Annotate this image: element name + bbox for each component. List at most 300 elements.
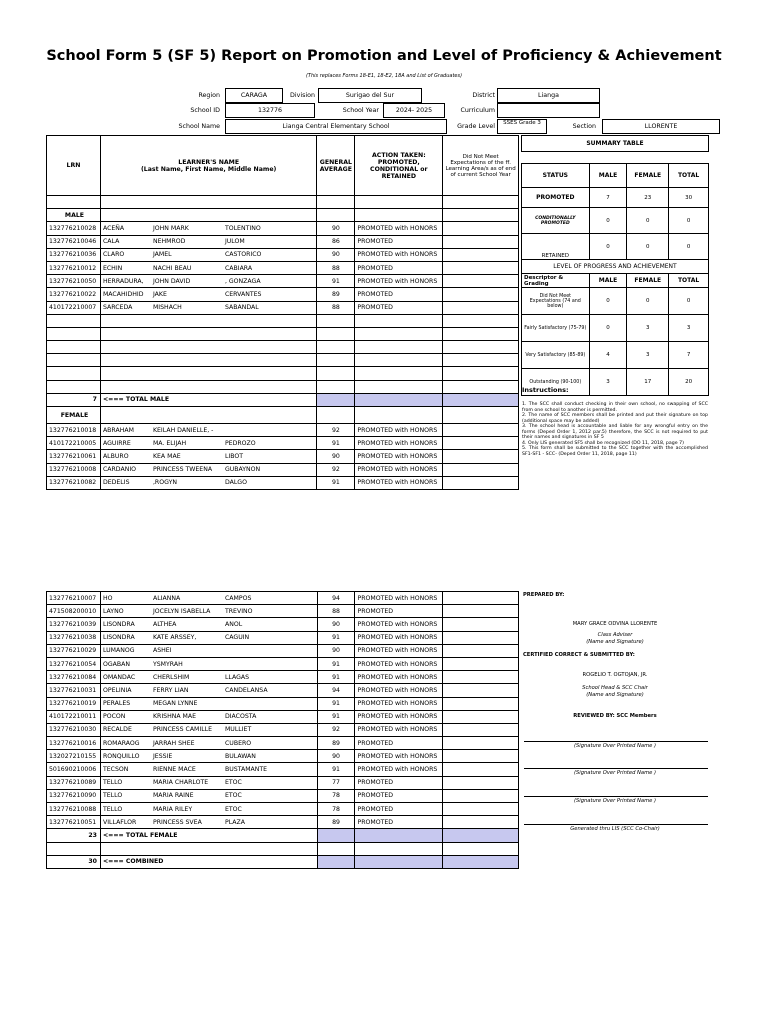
middle-name: DALGO [224,479,247,487]
last-name: PERALES [102,700,131,708]
district-label: District [472,92,495,99]
general-average-cell: 89 [317,737,355,750]
female-cell: 23 [627,188,669,208]
not-met-cell [443,776,519,789]
not-met-cell [443,803,519,816]
status-cell: PROMOTED [522,188,590,208]
general-average-cell: 91 [317,671,355,684]
level-male-cell: 3 [589,369,627,396]
last-name: LAYNO [102,607,124,615]
level-female-header: FEMALE [627,274,669,288]
level-row [522,288,709,315]
level-row [522,315,709,342]
last-name: OPELINIA [102,686,132,694]
last-name: RECALDE [102,726,132,734]
instruction-item: 4. Only LIS generated SF5 shall be recognized (DO 11, 2018, page 7) [522,440,684,446]
signature-line-4[interactable] [524,824,708,825]
not-met-header: Did Not Meet Expectations of the ff. Learning Area/s as of end of current School Year [443,136,519,196]
action-cell: PROMOTED with HONORS [355,710,443,723]
action-cell: PROMOTED with HONORS [355,222,443,235]
middle-name: DIACOSTA [224,713,257,721]
summary-row [522,208,709,234]
first-name: JESSIE [152,752,173,760]
action-cell: PROMOTED with HONORS [355,424,443,437]
last-name: RONQUILLO [102,752,140,760]
not-met-cell [443,275,519,288]
first-name: JOHN MARK [152,224,189,232]
action-cell: PROMOTED [355,235,443,248]
instruction-item: 3. The school head is accountable and liable for any wrongful entry on the forms (Deped Order 1, 2012 par.5) therefore, the SCC is not required to put their names and signatures in SF 5 [522,424,708,440]
school-year-label: School Year [342,107,379,114]
level-male-header: MALE [589,274,627,288]
region-field[interactable]: CARAGA [225,88,283,103]
last-name: OGABAN [102,660,130,668]
first-name: ,ROGYN [152,479,177,487]
first-name: MARIA CHARLOTE [152,779,209,787]
last-name: VILLAFLOR [102,818,137,826]
region-label: Region [198,92,220,99]
level-female-cell: 3 [627,315,669,342]
general-average-cell: 90 [317,644,355,657]
middle-name: TOLENTINO [224,224,261,232]
general-average-cell: 94 [317,592,355,605]
first-name: MARIA RILEY [152,805,193,813]
table-row [47,776,519,789]
name-cell [100,671,317,684]
table-row [47,750,519,763]
general-average-cell: 90 [317,750,355,763]
table-row [47,463,519,476]
middle-name: LLAGAS [224,673,250,681]
last-name: LISONDRA [102,620,135,628]
middle-name: ETOC [224,779,242,787]
grade-level-label: Grade Level [457,123,495,130]
name-cell [100,476,316,489]
action-cell: PROMOTED with HONORS [355,750,443,763]
first-name: ALIANNA [152,594,181,602]
signature-line-3[interactable] [524,796,708,797]
total-cell: 0 [669,208,709,234]
division-field[interactable]: Surigao del Sur [318,88,422,103]
not-met-cell [443,750,519,763]
not-met-cell [443,424,519,437]
middle-name: BUSTAMANTE [224,766,268,774]
table-header-row [47,136,519,196]
action-cell: PROMOTED [355,803,443,816]
general-average-cell: 92 [317,723,355,736]
combined-row [47,855,519,868]
general-average-cell: 91 [317,657,355,670]
table-row [47,424,519,437]
combined-count: 30 [47,855,101,868]
curriculum-label: Curriculum [460,107,495,114]
school-name-label: School Name [178,123,220,130]
middle-name: TREVINO [224,607,253,615]
total-female-count: 23 [47,829,101,842]
table-row [47,605,519,618]
action-cell: PROMOTED with HONORS [355,697,443,710]
table-row [47,697,519,710]
middle-name: CUBERO [224,739,252,747]
not-met-cell [443,789,519,802]
total-male-label: <=== TOTAL MALE [100,393,316,406]
lrn-cell: 132776210054 [47,657,101,670]
lrn-cell: 132776210029 [47,644,101,657]
name-cell [100,222,316,235]
adviser-name: MARY GRACE ODVINA LLORENTE [572,621,658,627]
total-female-label: <=== TOTAL FEMALE [100,829,317,842]
general-average-header: GENERAL AVERAGE [317,136,355,196]
last-name: ALBURO [102,452,129,460]
district-field[interactable]: Lianga [497,88,600,103]
status-cell: CONDITIONALLY PROMOTED [522,208,590,234]
not-met-cell [443,710,519,723]
name-header: LEARNER'S NAME (Last Name, First Name, Middle Name) [100,136,316,196]
action-cell: PROMOTED [355,261,443,274]
last-name: ABRAHAM [102,426,134,434]
first-name: MISHACH [152,304,182,312]
general-average-cell: 77 [317,776,355,789]
table-row [47,803,519,816]
last-name: TECSON [102,766,129,774]
name-cell [100,816,317,829]
table-row [47,288,519,301]
grade-level-field[interactable]: SSES Grade 3 [497,119,547,134]
female-header: FEMALE [627,164,669,188]
general-average-cell: 94 [317,684,355,697]
last-name: CLARO [102,251,125,259]
table-row [47,644,519,657]
general-average-cell: 78 [317,803,355,816]
middle-name: CANDELANSA [224,686,268,694]
not-met-cell [443,684,519,697]
first-name: ASHEI [152,647,172,655]
first-name: JAMEL [152,251,172,259]
middle-name: CABIARA [224,264,253,272]
name-cell [100,618,317,631]
name-cell [100,710,317,723]
instruction-item: 5. This form shall be submitted to the SCC together with the accomplished SF1-SF1 - SCC- (Deped Order 11, 2018, page 11) [522,446,708,457]
status-cell: RETAINED [522,234,590,260]
last-name: ACEÑA [102,224,125,232]
first-name: NACHI BEAU [152,264,192,272]
female-cell: 0 [627,208,669,234]
last-name: DEDELIS [102,479,130,487]
lrn-cell: 132776210061 [47,450,101,463]
level-total-cell: 0 [669,288,709,315]
table-row [47,789,519,802]
not-met-cell [443,618,519,631]
general-average-cell: 91 [317,437,355,450]
general-average-cell: 86 [317,235,355,248]
female-cell: 0 [627,234,669,260]
name-cell [100,605,317,618]
school-year-field[interactable]: 2024- 2025 [383,103,445,118]
table-row [47,592,519,605]
name-cell [100,644,317,657]
section-label: Section [572,123,596,130]
first-name: RIENNE MACE [152,766,196,774]
name-cell [100,450,316,463]
school-id-label: School ID [190,107,220,114]
first-name: ALTHEA [152,620,177,628]
table-row [47,301,519,314]
descriptor-cell: Did Not Meet Expectations (74 and below) [522,288,590,315]
action-cell: PROMOTED with HONORS [355,644,443,657]
not-met-cell [443,631,519,644]
not-met-cell [443,222,519,235]
lrn-cell: 132776210046 [47,235,101,248]
general-average-cell: 91 [317,275,355,288]
name-cell [100,275,316,288]
level-male-cell: 4 [589,342,627,369]
school-name-field[interactable]: Lianga Central Elementary School [225,119,447,134]
not-met-cell [443,605,519,618]
lrn-cell: 132776210030 [47,723,101,736]
general-average-cell: 91 [317,697,355,710]
level-female-cell: 0 [627,288,669,315]
lrn-cell: 132776210084 [47,671,101,684]
last-name: CARDANIO [102,466,137,474]
not-met-cell [443,437,519,450]
instruction-item: 2. The name of SCC members shall be printed and put their signature on top (additional space may be added) [522,413,708,424]
table-row [47,476,519,489]
not-met-cell [443,288,519,301]
total-female-row [47,829,519,842]
middle-name: MULLIET [224,726,252,734]
lrn-cell: 132776210007 [47,592,101,605]
first-name: NEHMROD [152,238,186,246]
middle-name: SABANDAL [224,304,259,312]
name-cell [100,463,316,476]
name-cell [100,789,317,802]
form-subtitle: (This replaces Forms 18-E1, 18-E2, 18A and List of Graduates) [305,73,463,79]
lrn-cell: 132776210038 [47,631,101,644]
middle-name: CASTORICO [224,251,262,259]
level-total-cell: 20 [669,369,709,396]
lrn-cell: 132776210031 [47,684,101,697]
action-cell: PROMOTED with HONORS [355,248,443,261]
table-row [47,710,519,723]
summary-row [522,234,709,260]
signature-3: (Signature Over Printed Name ) [573,798,657,804]
last-name: MACAHIDHID [102,290,144,298]
general-average-cell: 89 [317,288,355,301]
instruction-item: 1. The SCC shall conduct checking in their own school, no swapping of SCC from one school to another is permitted. [522,402,708,413]
generated-note: Generated thru LIS (SCC Co-Chair) [570,826,660,832]
middle-name: CAGUIN [224,634,250,642]
action-cell: PROMOTED [355,737,443,750]
instructions [522,386,708,457]
not-met-cell [443,671,519,684]
table-row [47,618,519,631]
last-name: TELLO [102,792,123,800]
instructions-title: Instructions: [522,386,569,394]
school-id-field[interactable]: 132776 [225,103,315,118]
name-cell [100,288,316,301]
male-label: MALE [47,209,101,222]
first-name: MEGAN LYNNE [152,700,198,708]
general-average-cell: 92 [317,463,355,476]
table-row [47,222,519,235]
last-name: AGUIRRE [102,439,131,447]
action-cell: PROMOTED with HONORS [355,763,443,776]
table-row [47,437,519,450]
name-cell [100,437,316,450]
first-name: KRISHNA MAE [152,713,197,721]
general-average-cell: 90 [317,248,355,261]
name-cell [100,235,316,248]
head-role: School Head & SCC Chair [582,685,648,691]
not-met-cell [443,723,519,736]
first-name: MA. ELIJAH [152,439,187,447]
general-average-cell: 89 [317,816,355,829]
first-name: PRINCESS TWEENA [152,466,213,474]
name-cell [100,592,317,605]
middle-name: PEDROZO [224,439,256,447]
last-name: POCON [102,713,126,721]
action-cell: PROMOTED [355,816,443,829]
level-male-cell: 0 [589,288,627,315]
action-cell: PROMOTED with HONORS [355,723,443,736]
general-average-cell: 90 [317,618,355,631]
lrn-cell: 132776210012 [47,261,101,274]
curriculum-field[interactable] [497,103,600,118]
first-name: PRINCESS SVEA [152,818,202,826]
table-row [47,657,519,670]
lrn-cell: 410172210007 [47,301,101,314]
table-row [47,261,519,274]
lrn-cell: 471508200010 [47,605,101,618]
action-cell: PROMOTED with HONORS [355,631,443,644]
section-field[interactable]: LLORENTE [602,119,720,134]
reviewed-label: REVIEWED BY: SCC Members [573,713,657,719]
general-average-cell: 92 [317,424,355,437]
table-row [47,816,519,829]
signature-line-2[interactable] [524,768,708,769]
last-name: TELLO [102,779,123,787]
last-name: OMANDAC [102,673,136,681]
lrn-cell: 132776210036 [47,248,101,261]
descriptor-header: Descriptor & Grading [522,274,590,288]
action-cell: PROMOTED with HONORS [355,437,443,450]
head-name: ROGELIO T. OGTOJAN, JR. [582,672,648,678]
lrn-cell: 132776210039 [47,618,101,631]
action-cell: PROMOTED with HONORS [355,275,443,288]
form-title: School Form 5 (SF 5) Report on Promotion and Level of Proficiency & Achievement [46,48,722,64]
name-cell [100,301,316,314]
table-row [47,763,519,776]
table-row [47,631,519,644]
lrn-header: LRN [47,136,101,196]
middle-name: CAMPOS [224,594,252,602]
head-note: (Name and Signature) [586,692,644,698]
lrn-cell: 132776210022 [47,288,101,301]
level-row [522,342,709,369]
action-cell: PROMOTED [355,288,443,301]
first-name: JARRAH SHEE [152,739,195,747]
first-name: CHERLSHIM [152,673,190,681]
table-row [47,723,519,736]
not-met-cell [443,301,519,314]
level-female-cell: 17 [627,369,669,396]
total-male-count: 7 [47,393,101,406]
general-average-cell: 91 [317,631,355,644]
lrn-cell: 410172210011 [47,710,101,723]
name-cell [100,763,317,776]
table-row [47,248,519,261]
certified-label: CERTIFIED CORRECT & SUBMITTED BY: [523,652,635,658]
last-name: LISONDRA [102,634,135,642]
action-cell: PROMOTED [355,605,443,618]
not-met-cell [443,737,519,750]
total-cell: 0 [669,234,709,260]
lrn-cell: 132776210008 [47,463,101,476]
action-cell: PROMOTED [355,789,443,802]
name-cell [100,737,317,750]
action-cell: PROMOTED with HONORS [355,592,443,605]
name-cell [100,750,317,763]
level-male-cell: 0 [589,315,627,342]
first-name: KEILAH DANIELLE, - [152,426,214,434]
female-label: FEMALE [47,407,101,424]
last-name: HO [102,594,113,602]
last-name: ECHIN [102,264,123,272]
signature-2: (Signature Over Printed Name ) [573,770,657,776]
table-row [47,737,519,750]
last-name: ROMARAOG [102,739,140,747]
action-cell: PROMOTED with HONORS [355,618,443,631]
middle-name: LIBOT [224,452,244,460]
name-cell [100,776,317,789]
action-cell: PROMOTED with HONORS [355,476,443,489]
last-name: CALA [102,238,120,246]
lrn-cell: 132776210088 [47,803,101,816]
table-row [47,275,519,288]
action-cell: PROMOTED with HONORS [355,463,443,476]
lrn-cell: 132776210018 [47,424,101,437]
combined-label: <=== COMBINED [100,855,317,868]
name-cell [100,261,316,274]
general-average-cell: 88 [317,301,355,314]
general-average-cell: 90 [317,222,355,235]
male-cell: 7 [589,188,627,208]
general-average-cell: 90 [317,450,355,463]
middle-name: ETOC [224,792,242,800]
lrn-cell: 132776210089 [47,776,101,789]
middle-name: , GONZAGA [224,277,261,285]
male-header: MALE [589,164,627,188]
general-average-cell: 78 [317,789,355,802]
table-row [47,450,519,463]
lrn-cell: 132027210155 [47,750,101,763]
level-total-cell: 3 [669,315,709,342]
name-cell [100,657,317,670]
general-average-cell: 88 [317,605,355,618]
general-average-cell: 91 [317,476,355,489]
signature-line-1[interactable] [524,741,708,742]
adviser-role: Class Adviser [597,632,633,638]
not-met-cell [443,697,519,710]
first-name: YSMYRAH [152,660,183,668]
not-met-cell [443,657,519,670]
name-cell [100,631,317,644]
learners-table-continued [46,591,519,869]
first-name: MARIA RAINE [152,792,194,800]
descriptor-cell: Very Satisfactory (85-89) [522,342,590,369]
table-row [47,671,519,684]
total-cell: 30 [669,188,709,208]
